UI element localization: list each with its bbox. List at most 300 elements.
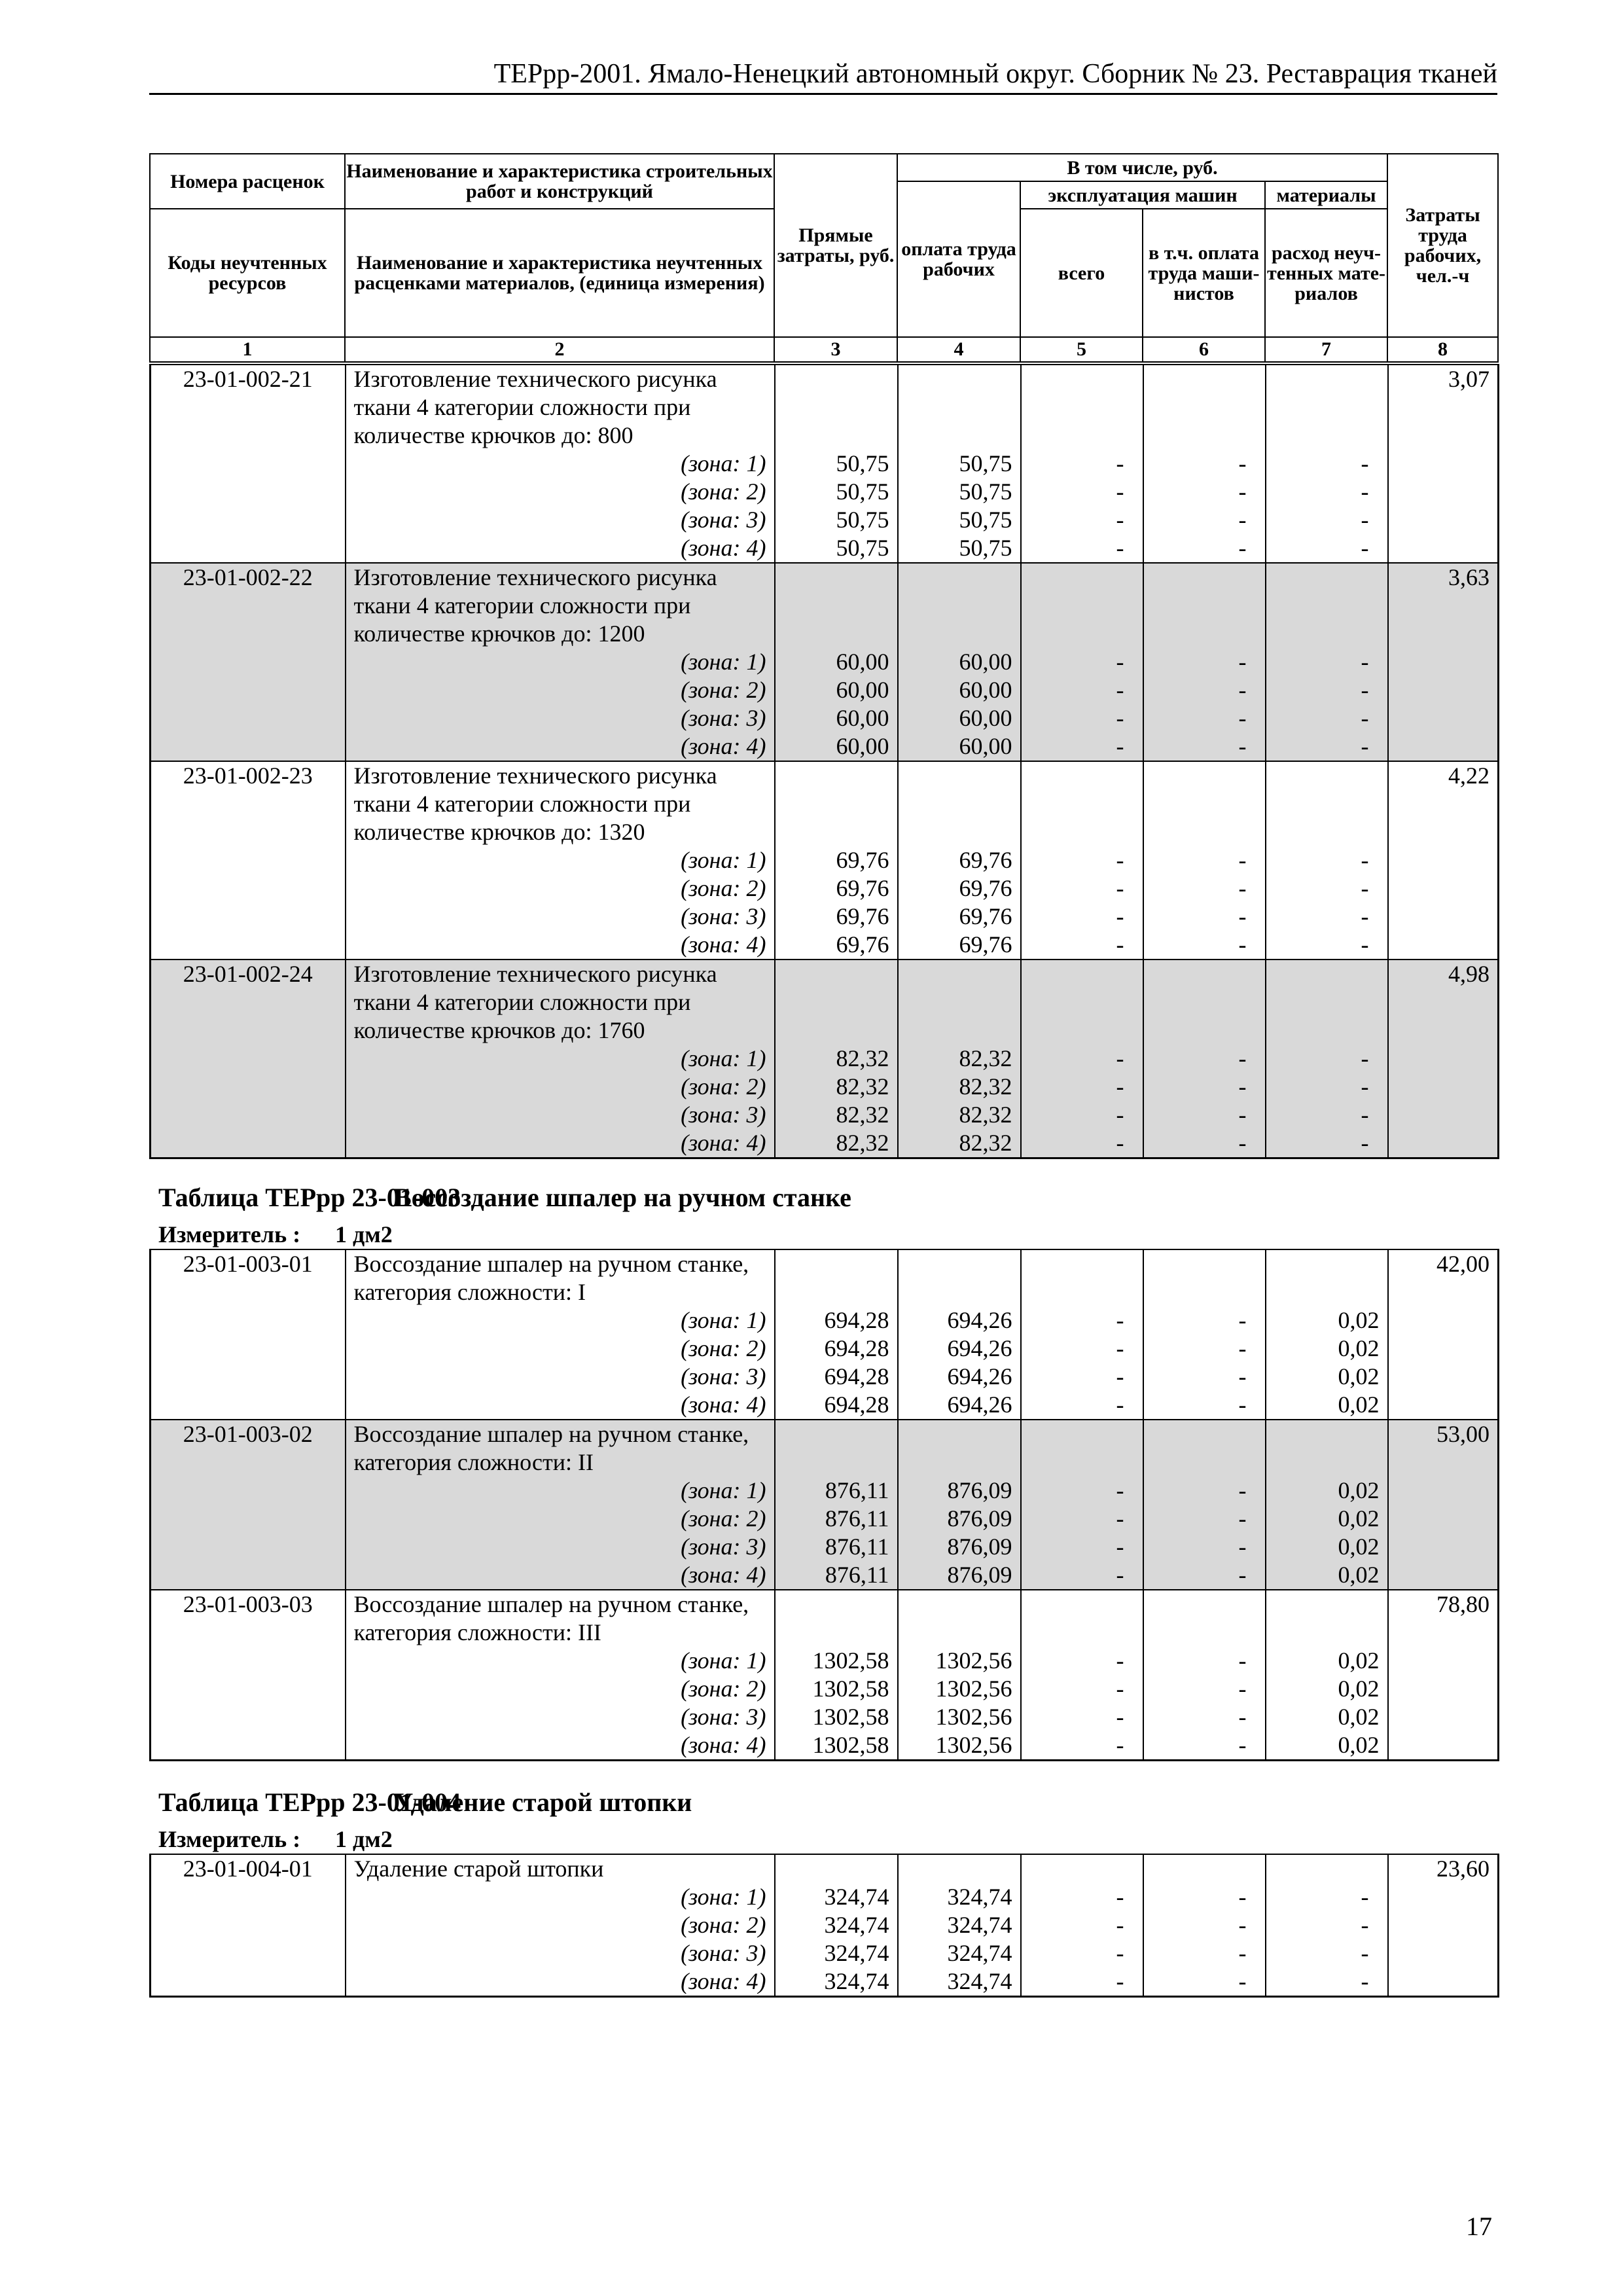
empty-cell — [1266, 761, 1388, 790]
table-row — [151, 1675, 1499, 1703]
labor-pay: 876,09 — [898, 1561, 1021, 1590]
labor-pay: 82,32 — [898, 1073, 1021, 1101]
table-row — [151, 1647, 1499, 1675]
materials: 0,02 — [1266, 1335, 1388, 1363]
labor-costs — [1388, 1703, 1499, 1731]
zone-label: (зона: 2) — [346, 676, 775, 704]
empty-cell — [898, 761, 1021, 790]
materials: - — [1266, 1967, 1388, 1997]
empty-cell — [1021, 393, 1143, 422]
direct-costs: 694,28 — [775, 1391, 898, 1420]
col-number: 6 — [1143, 337, 1265, 362]
labor-costs — [1388, 1391, 1499, 1420]
empty-cell — [1266, 790, 1388, 818]
machines-total: - — [1021, 931, 1143, 960]
empty-cell — [1266, 988, 1388, 1016]
rate-code — [151, 931, 346, 960]
col-number: 2 — [345, 337, 774, 362]
labor-costs: 3,63 — [1388, 563, 1499, 592]
labor-costs — [1388, 1306, 1499, 1335]
empty-cell — [898, 1619, 1021, 1647]
labor-pay: 50,75 — [898, 506, 1021, 534]
empty-cell — [898, 818, 1021, 846]
col-number: 7 — [1265, 337, 1387, 362]
machines-total: - — [1021, 1911, 1143, 1939]
machines-labor: - — [1143, 1391, 1266, 1420]
table-row — [151, 676, 1499, 704]
rate-name-line: количестве крючков до: 800 — [346, 422, 775, 450]
table-header — [149, 153, 1499, 363]
col-materials-unaccounted: расход неуч- тенных мате- риалов — [1265, 209, 1387, 337]
labor-pay: 876,09 — [898, 1477, 1021, 1505]
rate-code — [151, 988, 346, 1016]
machines-total: - — [1021, 1731, 1143, 1761]
zone-label: (зона: 4) — [346, 1731, 775, 1761]
rate-code — [151, 1883, 346, 1911]
rate-code — [151, 1647, 346, 1675]
rate-code — [151, 846, 346, 874]
rate-code — [151, 393, 346, 422]
page-number: 17 — [1466, 2212, 1492, 2241]
labor-costs: 4,98 — [1388, 960, 1499, 988]
empty-cell — [1021, 592, 1143, 620]
empty-cell — [1143, 393, 1266, 422]
labor-pay: 60,00 — [898, 676, 1021, 704]
table-row — [151, 506, 1499, 534]
machines-labor: - — [1143, 846, 1266, 874]
labor-pay: 82,32 — [898, 1129, 1021, 1158]
machines-labor: - — [1143, 1306, 1266, 1335]
empty-cell — [1143, 761, 1266, 790]
machines-total: - — [1021, 1335, 1143, 1363]
direct-costs: 50,75 — [775, 534, 898, 563]
materials: - — [1266, 676, 1388, 704]
machines-total: - — [1021, 1561, 1143, 1590]
rate-code — [151, 1129, 346, 1158]
labor-costs — [1388, 1129, 1499, 1158]
table-row — [151, 450, 1499, 478]
labor-costs — [1388, 592, 1499, 620]
labor-costs — [1388, 931, 1499, 960]
rates-table — [149, 364, 1499, 1159]
zone-label: (зона: 4) — [346, 732, 775, 761]
table-row — [151, 1939, 1499, 1967]
materials: - — [1266, 732, 1388, 761]
materials: - — [1266, 1939, 1388, 1967]
machines-total: - — [1021, 1391, 1143, 1420]
table-row — [151, 365, 1499, 393]
rate-name-line: количестве крючков до: 1760 — [346, 1016, 775, 1045]
machines-total: - — [1021, 506, 1143, 534]
labor-pay: 1302,56 — [898, 1703, 1021, 1731]
empty-cell — [775, 563, 898, 592]
direct-costs: 69,76 — [775, 903, 898, 931]
rate-code: 23-01-004-01 — [151, 1854, 346, 1883]
table-row — [151, 1967, 1499, 1997]
machines-labor: - — [1143, 1505, 1266, 1533]
labor-costs — [1388, 648, 1499, 676]
empty-cell — [1143, 592, 1266, 620]
machines-total: - — [1021, 1533, 1143, 1561]
labor-pay: 876,09 — [898, 1533, 1021, 1561]
rate-code — [151, 1448, 346, 1477]
zone-label: (зона: 2) — [346, 1911, 775, 1939]
table-row — [151, 818, 1499, 846]
zone-label: (зона: 3) — [346, 704, 775, 732]
labor-pay: 82,32 — [898, 1045, 1021, 1073]
direct-costs: 50,75 — [775, 478, 898, 506]
direct-costs: 50,75 — [775, 450, 898, 478]
rate-name-line: категория сложности: I — [346, 1278, 775, 1306]
direct-costs: 69,76 — [775, 874, 898, 903]
empty-cell — [1021, 1278, 1143, 1306]
col-machines: эксплуатация машин — [1020, 181, 1265, 209]
meter-label: Измеритель : — [158, 1221, 301, 1247]
labor-costs: 23,60 — [1388, 1854, 1499, 1883]
rate-code — [151, 1477, 346, 1505]
table-row — [151, 1278, 1499, 1306]
machines-labor: - — [1143, 1477, 1266, 1505]
empty-cell — [1266, 620, 1388, 648]
table-row — [151, 1477, 1499, 1505]
empty-cell — [898, 620, 1021, 648]
rate-code — [151, 1939, 346, 1967]
rate-code — [151, 676, 346, 704]
labor-costs — [1388, 1101, 1499, 1129]
labor-costs — [1388, 620, 1499, 648]
rate-code — [151, 620, 346, 648]
direct-costs: 324,74 — [775, 1967, 898, 1997]
empty-cell — [898, 1249, 1021, 1278]
table-row — [151, 1335, 1499, 1363]
col-direct-costs: Прямые затраты, руб. — [774, 154, 897, 337]
empty-cell — [1143, 1590, 1266, 1619]
machines-labor: - — [1143, 1045, 1266, 1073]
rate-name-line: ткани 4 категории сложности при — [346, 790, 775, 818]
labor-pay: 1302,56 — [898, 1731, 1021, 1761]
machines-labor: - — [1143, 704, 1266, 732]
materials: 0,02 — [1266, 1647, 1388, 1675]
rates-table — [149, 1249, 1499, 1761]
labor-costs — [1388, 790, 1499, 818]
materials: - — [1266, 704, 1388, 732]
machines-total: - — [1021, 1477, 1143, 1505]
zone-label: (зона: 3) — [346, 1533, 775, 1561]
zone-label: (зона: 3) — [346, 903, 775, 931]
machines-total: - — [1021, 732, 1143, 761]
empty-cell — [1143, 1249, 1266, 1278]
materials: - — [1266, 931, 1388, 960]
labor-costs — [1388, 1073, 1499, 1101]
empty-cell — [1021, 1249, 1143, 1278]
rate-code — [151, 1016, 346, 1045]
machines-labor: - — [1143, 648, 1266, 676]
rate-code — [151, 1363, 346, 1391]
machines-labor: - — [1143, 1675, 1266, 1703]
empty-cell — [775, 592, 898, 620]
materials: - — [1266, 478, 1388, 506]
table-row — [151, 1590, 1499, 1619]
rate-name-line: количестве крючков до: 1200 — [346, 620, 775, 648]
table-row — [151, 1731, 1499, 1761]
zone-label: (зона: 1) — [346, 1477, 775, 1505]
machines-labor: - — [1143, 450, 1266, 478]
meter-value: 1 дм2 — [335, 1826, 393, 1852]
materials: - — [1266, 1129, 1388, 1158]
labor-pay: 324,74 — [898, 1911, 1021, 1939]
zone-label: (зона: 2) — [346, 1675, 775, 1703]
table-row — [151, 1363, 1499, 1391]
labor-costs — [1388, 988, 1499, 1016]
rate-code — [151, 1306, 346, 1335]
empty-cell — [775, 818, 898, 846]
meter-line — [158, 1826, 393, 1852]
table-row — [151, 592, 1499, 620]
machines-labor: - — [1143, 1967, 1266, 1997]
machines-labor: - — [1143, 1939, 1266, 1967]
direct-costs: 1302,58 — [775, 1675, 898, 1703]
zone-label: (зона: 3) — [346, 1363, 775, 1391]
rate-code — [151, 1045, 346, 1073]
materials: - — [1266, 1911, 1388, 1939]
zone-label: (зона: 1) — [346, 648, 775, 676]
table-row — [151, 732, 1499, 761]
empty-cell — [1266, 563, 1388, 592]
empty-cell — [775, 365, 898, 393]
col-name-works: Наименование и характеристика строительных работ и конструкций — [345, 154, 774, 209]
empty-cell — [898, 988, 1021, 1016]
empty-cell — [1143, 620, 1266, 648]
rate-name-line: количестве крючков до: 1320 — [346, 818, 775, 846]
empty-cell — [898, 1854, 1021, 1883]
machines-labor: - — [1143, 506, 1266, 534]
direct-costs: 1302,58 — [775, 1703, 898, 1731]
materials: - — [1266, 450, 1388, 478]
rate-name-line: Воссоздание шпалер на ручном станке, — [346, 1420, 775, 1448]
machines-total: - — [1021, 1101, 1143, 1129]
empty-cell — [775, 988, 898, 1016]
materials: 0,02 — [1266, 1477, 1388, 1505]
empty-cell — [1266, 365, 1388, 393]
direct-costs: 82,32 — [775, 1129, 898, 1158]
materials: 0,02 — [1266, 1703, 1388, 1731]
empty-cell — [1266, 1854, 1388, 1883]
table-row — [151, 988, 1499, 1016]
empty-cell — [1143, 1016, 1266, 1045]
col-number: 5 — [1020, 337, 1143, 362]
empty-cell — [775, 1448, 898, 1477]
rate-code — [151, 1278, 346, 1306]
empty-cell — [775, 1619, 898, 1647]
table-row — [151, 1101, 1499, 1129]
section-title — [158, 1183, 851, 1212]
machines-total: - — [1021, 1703, 1143, 1731]
labor-costs — [1388, 1619, 1499, 1647]
empty-cell — [1021, 365, 1143, 393]
rate-code — [151, 874, 346, 903]
empty-cell — [1021, 422, 1143, 450]
empty-cell — [1143, 422, 1266, 450]
rate-name-line: ткани 4 категории сложности при — [346, 988, 775, 1016]
rate-name-line: ткани 4 категории сложности при — [346, 393, 775, 422]
empty-cell — [898, 1420, 1021, 1448]
table-row — [151, 1448, 1499, 1477]
empty-cell — [775, 422, 898, 450]
table-row — [151, 1391, 1499, 1420]
materials: 0,02 — [1266, 1505, 1388, 1533]
zone-label: (зона: 1) — [346, 1647, 775, 1675]
rate-code — [151, 1391, 346, 1420]
empty-cell — [1266, 422, 1388, 450]
empty-cell — [1266, 818, 1388, 846]
table-row — [151, 1306, 1499, 1335]
empty-cell — [1143, 960, 1266, 988]
empty-cell — [1266, 393, 1388, 422]
table-row — [151, 1703, 1499, 1731]
empty-cell — [898, 1278, 1021, 1306]
table-row — [151, 563, 1499, 592]
labor-costs — [1388, 1561, 1499, 1590]
machines-labor: - — [1143, 1561, 1266, 1590]
machines-total: - — [1021, 874, 1143, 903]
zone-label: (зона: 4) — [346, 1967, 775, 1997]
direct-costs: 50,75 — [775, 506, 898, 534]
labor-costs — [1388, 1505, 1499, 1533]
labor-costs — [1388, 1278, 1499, 1306]
machines-total: - — [1021, 648, 1143, 676]
rate-code — [151, 1533, 346, 1561]
rate-code — [151, 534, 346, 563]
empty-cell — [1021, 761, 1143, 790]
machines-labor: - — [1143, 1101, 1266, 1129]
direct-costs: 82,32 — [775, 1101, 898, 1129]
direct-costs: 876,11 — [775, 1505, 898, 1533]
machines-total: - — [1021, 846, 1143, 874]
empty-cell — [775, 790, 898, 818]
labor-costs: 78,80 — [1388, 1590, 1499, 1619]
empty-cell — [1143, 1420, 1266, 1448]
empty-cell — [1021, 1016, 1143, 1045]
machines-labor: - — [1143, 478, 1266, 506]
machines-labor: - — [1143, 1363, 1266, 1391]
table-row — [151, 1420, 1499, 1448]
empty-cell — [1021, 1854, 1143, 1883]
table-row — [151, 960, 1499, 988]
labor-pay: 69,76 — [898, 903, 1021, 931]
labor-costs: 4,22 — [1388, 761, 1499, 790]
section-title-text: Удаление старой штопки — [394, 1787, 692, 1817]
zone-label: (зона: 1) — [346, 450, 775, 478]
empty-cell — [1266, 1448, 1388, 1477]
table-row — [151, 620, 1499, 648]
machines-total: - — [1021, 1505, 1143, 1533]
rate-code — [151, 1911, 346, 1939]
zone-label: (зона: 2) — [346, 1335, 775, 1363]
direct-costs: 324,74 — [775, 1939, 898, 1967]
empty-cell — [898, 960, 1021, 988]
empty-cell — [1143, 818, 1266, 846]
labor-costs — [1388, 846, 1499, 874]
labor-costs — [1388, 1448, 1499, 1477]
labor-costs — [1388, 1939, 1499, 1967]
machines-total: - — [1021, 1967, 1143, 1997]
meter-label: Измеритель : — [158, 1826, 301, 1852]
labor-costs — [1388, 1533, 1499, 1561]
empty-cell — [898, 422, 1021, 450]
empty-cell — [1266, 592, 1388, 620]
machines-total: - — [1021, 1363, 1143, 1391]
table-row — [151, 478, 1499, 506]
empty-cell — [775, 1249, 898, 1278]
empty-cell — [775, 1278, 898, 1306]
direct-costs: 694,28 — [775, 1335, 898, 1363]
machines-labor: - — [1143, 1911, 1266, 1939]
labor-costs — [1388, 478, 1499, 506]
empty-cell — [775, 1854, 898, 1883]
empty-cell — [1143, 365, 1266, 393]
table-row — [151, 1561, 1499, 1590]
machines-total: - — [1021, 704, 1143, 732]
rate-code — [151, 648, 346, 676]
labor-costs: 53,00 — [1388, 1420, 1499, 1448]
materials: - — [1266, 648, 1388, 676]
rate-code: 23-01-002-24 — [151, 960, 346, 988]
empty-cell — [1021, 563, 1143, 592]
rate-name-line: ткани 4 категории сложности при — [346, 592, 775, 620]
empty-cell — [1143, 1619, 1266, 1647]
empty-cell — [1021, 1420, 1143, 1448]
labor-pay: 694,26 — [898, 1363, 1021, 1391]
table-row — [151, 1249, 1499, 1278]
labor-pay: 82,32 — [898, 1101, 1021, 1129]
rate-code: 23-01-002-21 — [151, 365, 346, 393]
labor-pay: 60,00 — [898, 648, 1021, 676]
rate-code — [151, 1335, 346, 1363]
direct-costs: 60,00 — [775, 676, 898, 704]
rate-code: 23-01-002-23 — [151, 761, 346, 790]
table-row — [151, 422, 1499, 450]
zone-label: (зона: 4) — [346, 534, 775, 563]
table-row — [151, 790, 1499, 818]
labor-costs — [1388, 450, 1499, 478]
labor-costs — [1388, 1363, 1499, 1391]
empty-cell — [1143, 988, 1266, 1016]
empty-cell — [1266, 1249, 1388, 1278]
labor-costs — [1388, 1045, 1499, 1073]
labor-pay: 50,75 — [898, 534, 1021, 563]
labor-costs — [1388, 874, 1499, 903]
labor-pay: 876,09 — [898, 1505, 1021, 1533]
rate-name-line: Изготовление технического рисунка — [346, 563, 775, 592]
table-row — [151, 874, 1499, 903]
machines-labor: - — [1143, 1883, 1266, 1911]
rate-code — [151, 790, 346, 818]
table-row — [151, 648, 1499, 676]
section-title-text: Воссоздание шпалер на ручном станке — [394, 1183, 851, 1212]
materials: 0,02 — [1266, 1363, 1388, 1391]
machines-labor: - — [1143, 676, 1266, 704]
direct-costs: 1302,58 — [775, 1731, 898, 1761]
rate-name-line: Изготовление технического рисунка — [346, 365, 775, 393]
empty-cell — [898, 1448, 1021, 1477]
labor-costs — [1388, 534, 1499, 563]
zone-label: (зона: 3) — [346, 506, 775, 534]
table-row — [151, 393, 1499, 422]
zone-label: (зона: 3) — [346, 1939, 775, 1967]
materials: - — [1266, 1045, 1388, 1073]
table-row — [151, 1505, 1499, 1533]
machines-total: - — [1021, 534, 1143, 563]
